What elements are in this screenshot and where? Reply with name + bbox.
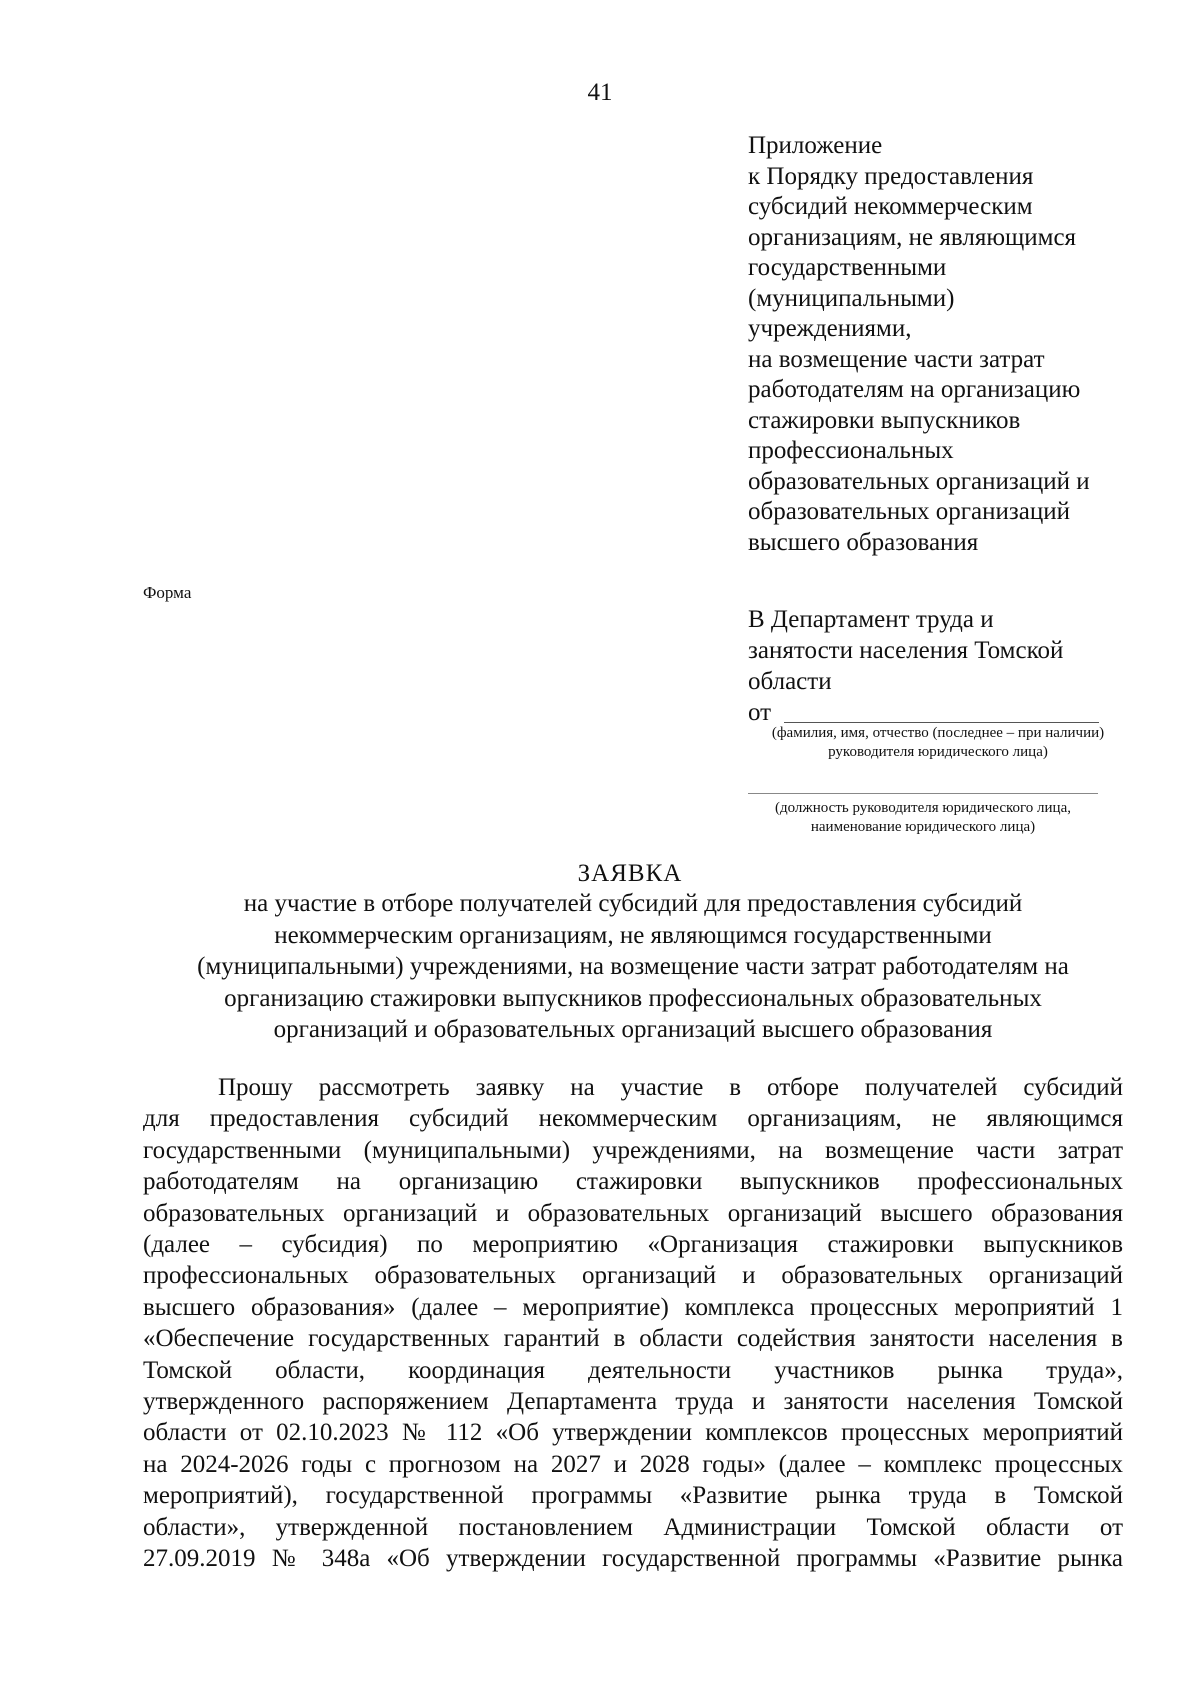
appendix-line: Приложение [748,132,883,159]
form-label: Форма [143,583,192,602]
body-line: профессиональных образовательных организаций и образовательных организаций [143,1262,1123,1290]
subtitle-line: организацию стажировки выпускников профессиональных образовательных [224,984,1042,1012]
body-line: высшего образования» (далее – мероприятие) комплекса процессных мероприятий 1 [143,1293,1123,1321]
body-line: мероприятий), государственной программы «Развитие рынка труда в Томской [143,1482,1123,1510]
body-line: «Обеспечение государственных гарантий в области содействия занятости населения в [143,1325,1123,1353]
addressee-block [748,604,1168,728]
body-paragraph [143,1072,1123,1575]
appendix-line: работодателям на организацию [748,376,1081,403]
appendix-line: образовательных организаций [748,498,1071,525]
applicant-name-caption [748,724,1128,762]
appendix-line: высшего образования [748,528,979,556]
body-line: образовательных организаций и образовательных организаций высшего образования [143,1199,1123,1227]
appendix-line: организациям, не являющимся [748,223,1077,251]
page-number: 41 [587,79,613,106]
body-line: для предоставления субсидий некоммерческим организациям, не являющимся [143,1105,1123,1133]
addressee-line: области [748,668,832,695]
caption-line: (должность руководителя юридического лица, [775,800,1071,816]
body-line: на 2024-2026 годы с прогнозом на 2027 и 2028 годы» (далее – комплекс процессных [143,1450,1123,1478]
body-line: области», утвержденной постановлением Администрации Томской области от [143,1513,1123,1541]
appendix-line: государственными [748,254,947,281]
addressee-line: В Департамент труда и [748,606,994,633]
appendix-line: профессиональных [748,437,954,464]
subtitle-line: (муниципальными) учреждениями, на возмещение части затрат работодателям на [197,953,1069,980]
subtitle-line: на участие в отборе получателей субсидий для предоставления субсидий [243,890,1023,917]
caption-line: наименование юридического лица) [810,819,1036,835]
from-label: от [748,699,772,726]
body-line: (далее – субсидия) по мероприятию «Организация стажировки выпускников [143,1231,1123,1259]
document-subtitle [143,888,1123,1046]
applicant-position-blank [748,793,1098,794]
document-title: ЗАЯВКА [577,860,683,887]
caption-line: (фамилия, имя, отчество (последнее – при наличии) [771,725,1105,741]
appendix-line: образовательных организаций и [748,467,1090,495]
body-line: 27.09.2019 № 348а «Об утверждении государственной программы «Развитие рынка [143,1545,1123,1573]
appendix-line: субсидий некоммерческим [748,193,1033,220]
subtitle-line: организаций и образовательных организаций высшего образования [273,1016,993,1043]
appendix-block [748,131,1168,558]
body-line: Прошу рассмотреть заявку на участие в отборе получателей субсидий [218,1074,1123,1101]
body-line: области от 02.10.2023 № 112 «Об утверждении комплексов процессных мероприятий [143,1419,1123,1447]
applicant-name-blank [784,722,1099,723]
appendix-line: (муниципальными) [748,284,955,312]
addressee-line: занятости населения Томской [748,637,1064,664]
body-line: утвержденного распоряжением Департамента труда и занятости населения Томской [143,1388,1123,1416]
caption-line: руководителя юридического лица) [828,744,1048,760]
body-line: работодателям на организацию стажировки выпускников профессиональных [143,1168,1123,1196]
body-line: Томской области, координация деятельности участников рынка труда», [143,1356,1123,1384]
appendix-line: на возмещение части затрат [748,345,1045,373]
appendix-line: учреждениями, [748,315,912,342]
subtitle-line: некоммерческим организациям, не являющимся государственными [274,921,992,949]
appendix-line: стажировки выпускников [748,406,1021,434]
applicant-position-caption [748,799,1098,837]
appendix-line: к Порядку предоставления [748,162,1034,190]
body-line: государственными (муниципальными) учреждениями, на возмещение части затрат [143,1136,1123,1164]
